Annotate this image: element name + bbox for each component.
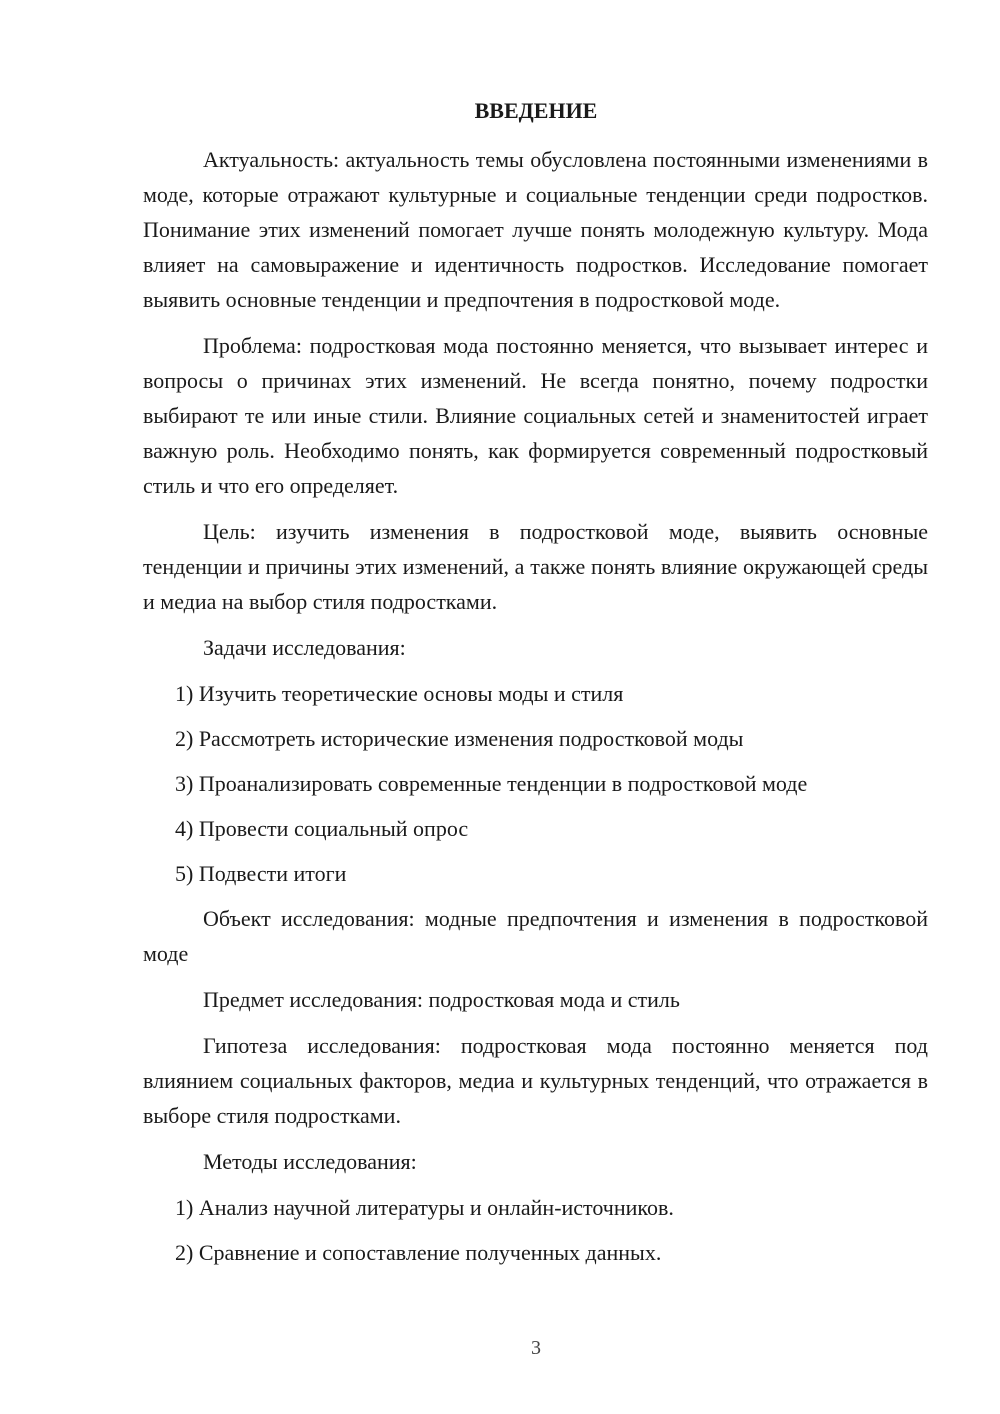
paragraph-goal: Цель: изучить изменения в подростковой моде, выявить основные тенденции и причины этих изменений, а также понять влияние окружающей среды и медиа на выбор стиля подростками. — [143, 519, 928, 614]
list-item: 2) Рассмотреть исторические изменения подростковой моды — [175, 726, 744, 751]
page-title: ВВЕДЕНИЕ — [474, 98, 598, 123]
paragraph-subject: Предмет исследования: подростковая мода и стиль — [203, 987, 680, 1012]
list-item: 1) Изучить теоретические основы моды и стиля — [175, 681, 624, 706]
page-number: 3 — [531, 1337, 541, 1359]
methods-list — [143, 1190, 928, 1270]
paragraph-object: Объект исследования: модные предпочтения и изменения в подростковой моде — [143, 906, 928, 966]
tasks-list — [143, 676, 928, 891]
list-item: 3) Проанализировать современные тенденции в подростковой моде — [175, 771, 808, 796]
tasks-heading: Задачи исследования: — [203, 635, 406, 660]
list-item: 1) Анализ научной литературы и онлайн-источников. — [175, 1195, 674, 1220]
list-item: 4) Провести социальный опрос — [175, 816, 469, 841]
list-item: 2) Сравнение и сопоставление полученных данных. — [175, 1240, 662, 1265]
paragraph-hypothesis: Гипотеза исследования: подростковая мода постоянно меняется под влиянием социальных факторов, медиа и культурных тенденций, что отражается в выборе стиля подростками. — [143, 1033, 928, 1128]
paragraph-problem: Проблема: подростковая мода постоянно меняется, что вызывает интерес и вопросы о причинах этих изменений. Не всегда понятно, почему подростки выбирают те или иные стили. Влияние социальных сетей и знаменитостей играет важную роль. Необходимо понять, как формируется современный подростковый стиль и что его определяет. — [143, 333, 928, 498]
paragraph-relevance: Актуальность: актуальность темы обусловлена постоянными изменениями в моде, которые отражают культурные и социальные тенденции среди подростков. Понимание этих изменений помогает лучше понять молодежную культуру. Мода влияет на самовыражение и идентичность подростков. Исследование помогает выявить основные тенденции и предпочтения в подростковой моде. — [143, 147, 928, 312]
list-item: 5) Подвести итоги — [175, 861, 347, 886]
page-body — [143, 142, 928, 1280]
methods-heading: Методы исследования: — [203, 1149, 417, 1174]
